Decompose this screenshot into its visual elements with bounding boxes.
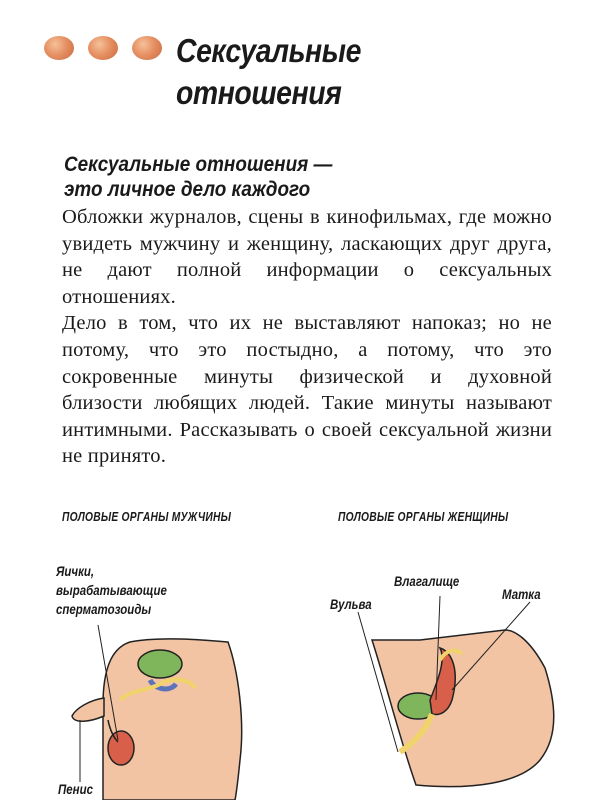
section-subtitle-line-1: Сексуальные отношения —	[64, 153, 333, 176]
testis-shape	[108, 731, 134, 765]
female-figure-heading: ПОЛОВЫЕ ОРГАНЫ ЖЕНЩИНЫ	[338, 510, 509, 524]
uterus-label: Матка	[502, 586, 541, 602]
bladder-shape	[138, 650, 182, 678]
penis-label: Пенис	[58, 781, 93, 797]
page-title-line-1: Сексуальные	[176, 32, 361, 69]
testes-label	[56, 562, 167, 619]
paragraph-2: Дело в том, что их не выставляют напоказ; но не потому, что это постыдно, а потому, что это сокровенные минуты физической и духовной близости любящих людей. Такие минуты называют интимными. Рассказывать о своей сексуальной жизни не принято.	[62, 312, 552, 468]
section-subtitle-line-2: это личное дело каждого	[64, 178, 311, 201]
testes-label-line-3: сперматозоиды	[56, 601, 152, 617]
testes-label-line-2: вырабатывающие	[56, 582, 167, 598]
penis-shape	[72, 698, 104, 721]
vagina-label: Влагалище	[394, 573, 460, 589]
paragraph-1: Обложки журналов, сцены в кинофильмах, где можно увидеть мужчину и женщину, ласкающих друг друга, не дают полной информации о сексуальных отношениях.	[62, 206, 552, 308]
male-anatomy-illustration	[72, 625, 242, 800]
page-title-line-2: отношения	[176, 74, 342, 111]
testes-label-line-1: Яички,	[56, 563, 95, 579]
male-figure-heading: ПОЛОВЫЕ ОРГАНЫ МУЖЧИНЫ	[62, 510, 232, 524]
female-anatomy-illustration	[358, 596, 554, 787]
vulva-label: Вульва	[330, 596, 372, 612]
